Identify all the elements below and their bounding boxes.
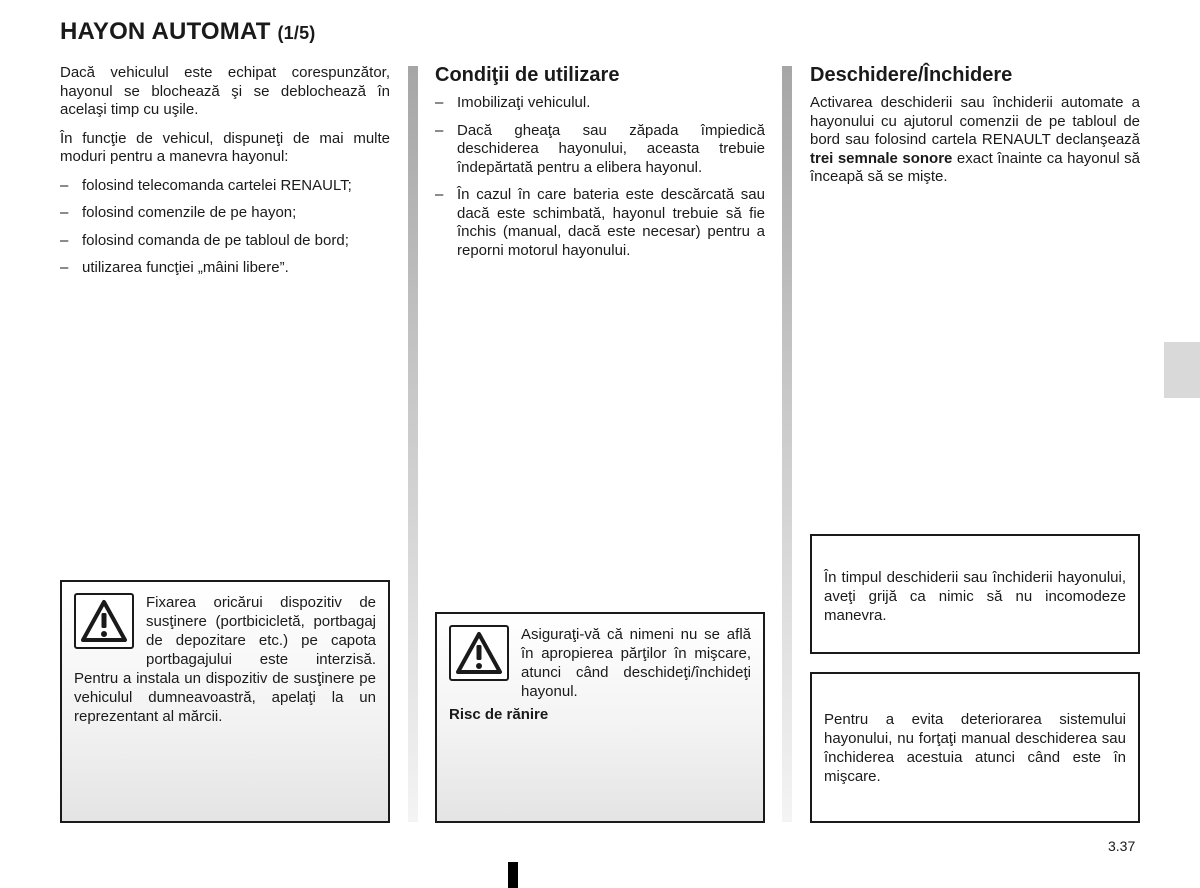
- warning-triangle-icon: [449, 625, 509, 681]
- list-item: [60, 204, 390, 223]
- modes-list: [60, 177, 390, 278]
- list-item-text: utilizarea funcţiei „mâini libere”.: [82, 259, 289, 276]
- list-item: [60, 232, 390, 251]
- section-heading-opening: Deschidere/Închidere: [810, 64, 1013, 86]
- list-item-text: folosind comanda de pe tabloul de bord;: [82, 231, 349, 249]
- list-item: [435, 122, 765, 178]
- warning-box-support: [60, 580, 390, 823]
- conditions-list: [435, 94, 765, 260]
- dash-marker: –: [435, 121, 444, 139]
- dash-marker: –: [60, 204, 69, 221]
- opening-text-bold: trei semnale sonore: [810, 149, 953, 167]
- title-part: (1/5): [277, 23, 316, 43]
- dash-marker: –: [60, 176, 69, 194]
- list-item: [435, 186, 765, 260]
- list-item: [435, 94, 765, 113]
- list-item-text: folosind comenzile de pe hayon;: [82, 204, 297, 221]
- list-item-text: Imobilizaţi vehiculul.: [457, 94, 591, 111]
- dash-marker: –: [60, 259, 69, 276]
- note-box-obstruction: [810, 534, 1140, 654]
- warning-text-injury: Asiguraţi-vă că nimeni nu se află în apropierea părţilor în mişcare, atunci când deschideţi/închideţi hayonul.: [521, 626, 751, 700]
- list-item: [60, 177, 390, 196]
- column-3: [810, 63, 1140, 197]
- intro-paragraph: Dacă vehiculul este echipat corespunzător, hayonul se blochează şi se deblochează în acelaşi timp cu uşile.: [60, 64, 390, 118]
- opening-paragraph: [810, 94, 1140, 187]
- note-text-damage: Pentru a evita deteriorarea sistemului hayonului, nu forţaţi manual deschiderea sau închiderea acestuia atunci când este în mişcare.: [824, 711, 1126, 785]
- note-box-damage: [810, 672, 1140, 823]
- dash-marker: –: [435, 186, 444, 203]
- page-number: 3.37: [1108, 838, 1136, 854]
- modes-paragraph: În funcţie de vehicul, dispuneţi de mai multe moduri pentru a manevra hayonul:: [60, 129, 390, 165]
- page-title: [60, 18, 316, 46]
- warning-text-support: Fixarea oricărui dispozitiv de susţinere (portbicicletă, portbagaj de depozitare etc.) pe capota portbagajului este interzisă. Pentru a instala un dispozitiv de susţinere pe vehiculul dumneavoastră, apelaţi la un reprezentant al mărcii.: [74, 594, 376, 725]
- warning-triangle-icon: [74, 593, 134, 649]
- dash-marker: –: [60, 231, 69, 249]
- list-item-text: În cazul în care bateria este descărcată sau dacă este schimbată, hayonul trebuie să fie închis (manual, dacă este necesar) pentru a reporni motorul hayonului.: [457, 186, 765, 259]
- chapter-tab: [1164, 342, 1200, 398]
- opening-text-start: Activarea deschiderii sau închiderii automate a hayonului cu ajutorul comenzii de pe tabloul de bord sau folosind cartela RENAULT declanşează: [810, 94, 1140, 148]
- risk-label: Risc de rănire: [449, 706, 549, 723]
- column-divider-2: [782, 66, 792, 822]
- section-heading-conditions: Condiţii de utilizare: [435, 64, 620, 86]
- column-2: [435, 63, 765, 269]
- note-text-obstruction: În timpul deschiderii sau închiderii hayonului, aveţi grijă ca nimic să nu incomodeze manevra.: [824, 569, 1126, 624]
- list-item-text: folosind telecomanda cartelei RENAULT;: [82, 176, 352, 194]
- list-item: [60, 259, 390, 278]
- opening-text-end: exact înainte ca hayonul să înceapă să se mişte.: [810, 149, 1140, 185]
- dash-marker: –: [435, 94, 444, 111]
- list-item-text: Dacă gheaţa sau zăpada împiedică deschiderea hayonului, aceasta trebuie îndepărtată pentru a elibera hayonul.: [457, 121, 765, 176]
- column-divider-1: [408, 66, 418, 822]
- crop-mark: [508, 862, 518, 888]
- column-1: [60, 64, 390, 287]
- title-text: HAYON AUTOMAT: [60, 18, 271, 45]
- warning-box-injury: [435, 612, 765, 823]
